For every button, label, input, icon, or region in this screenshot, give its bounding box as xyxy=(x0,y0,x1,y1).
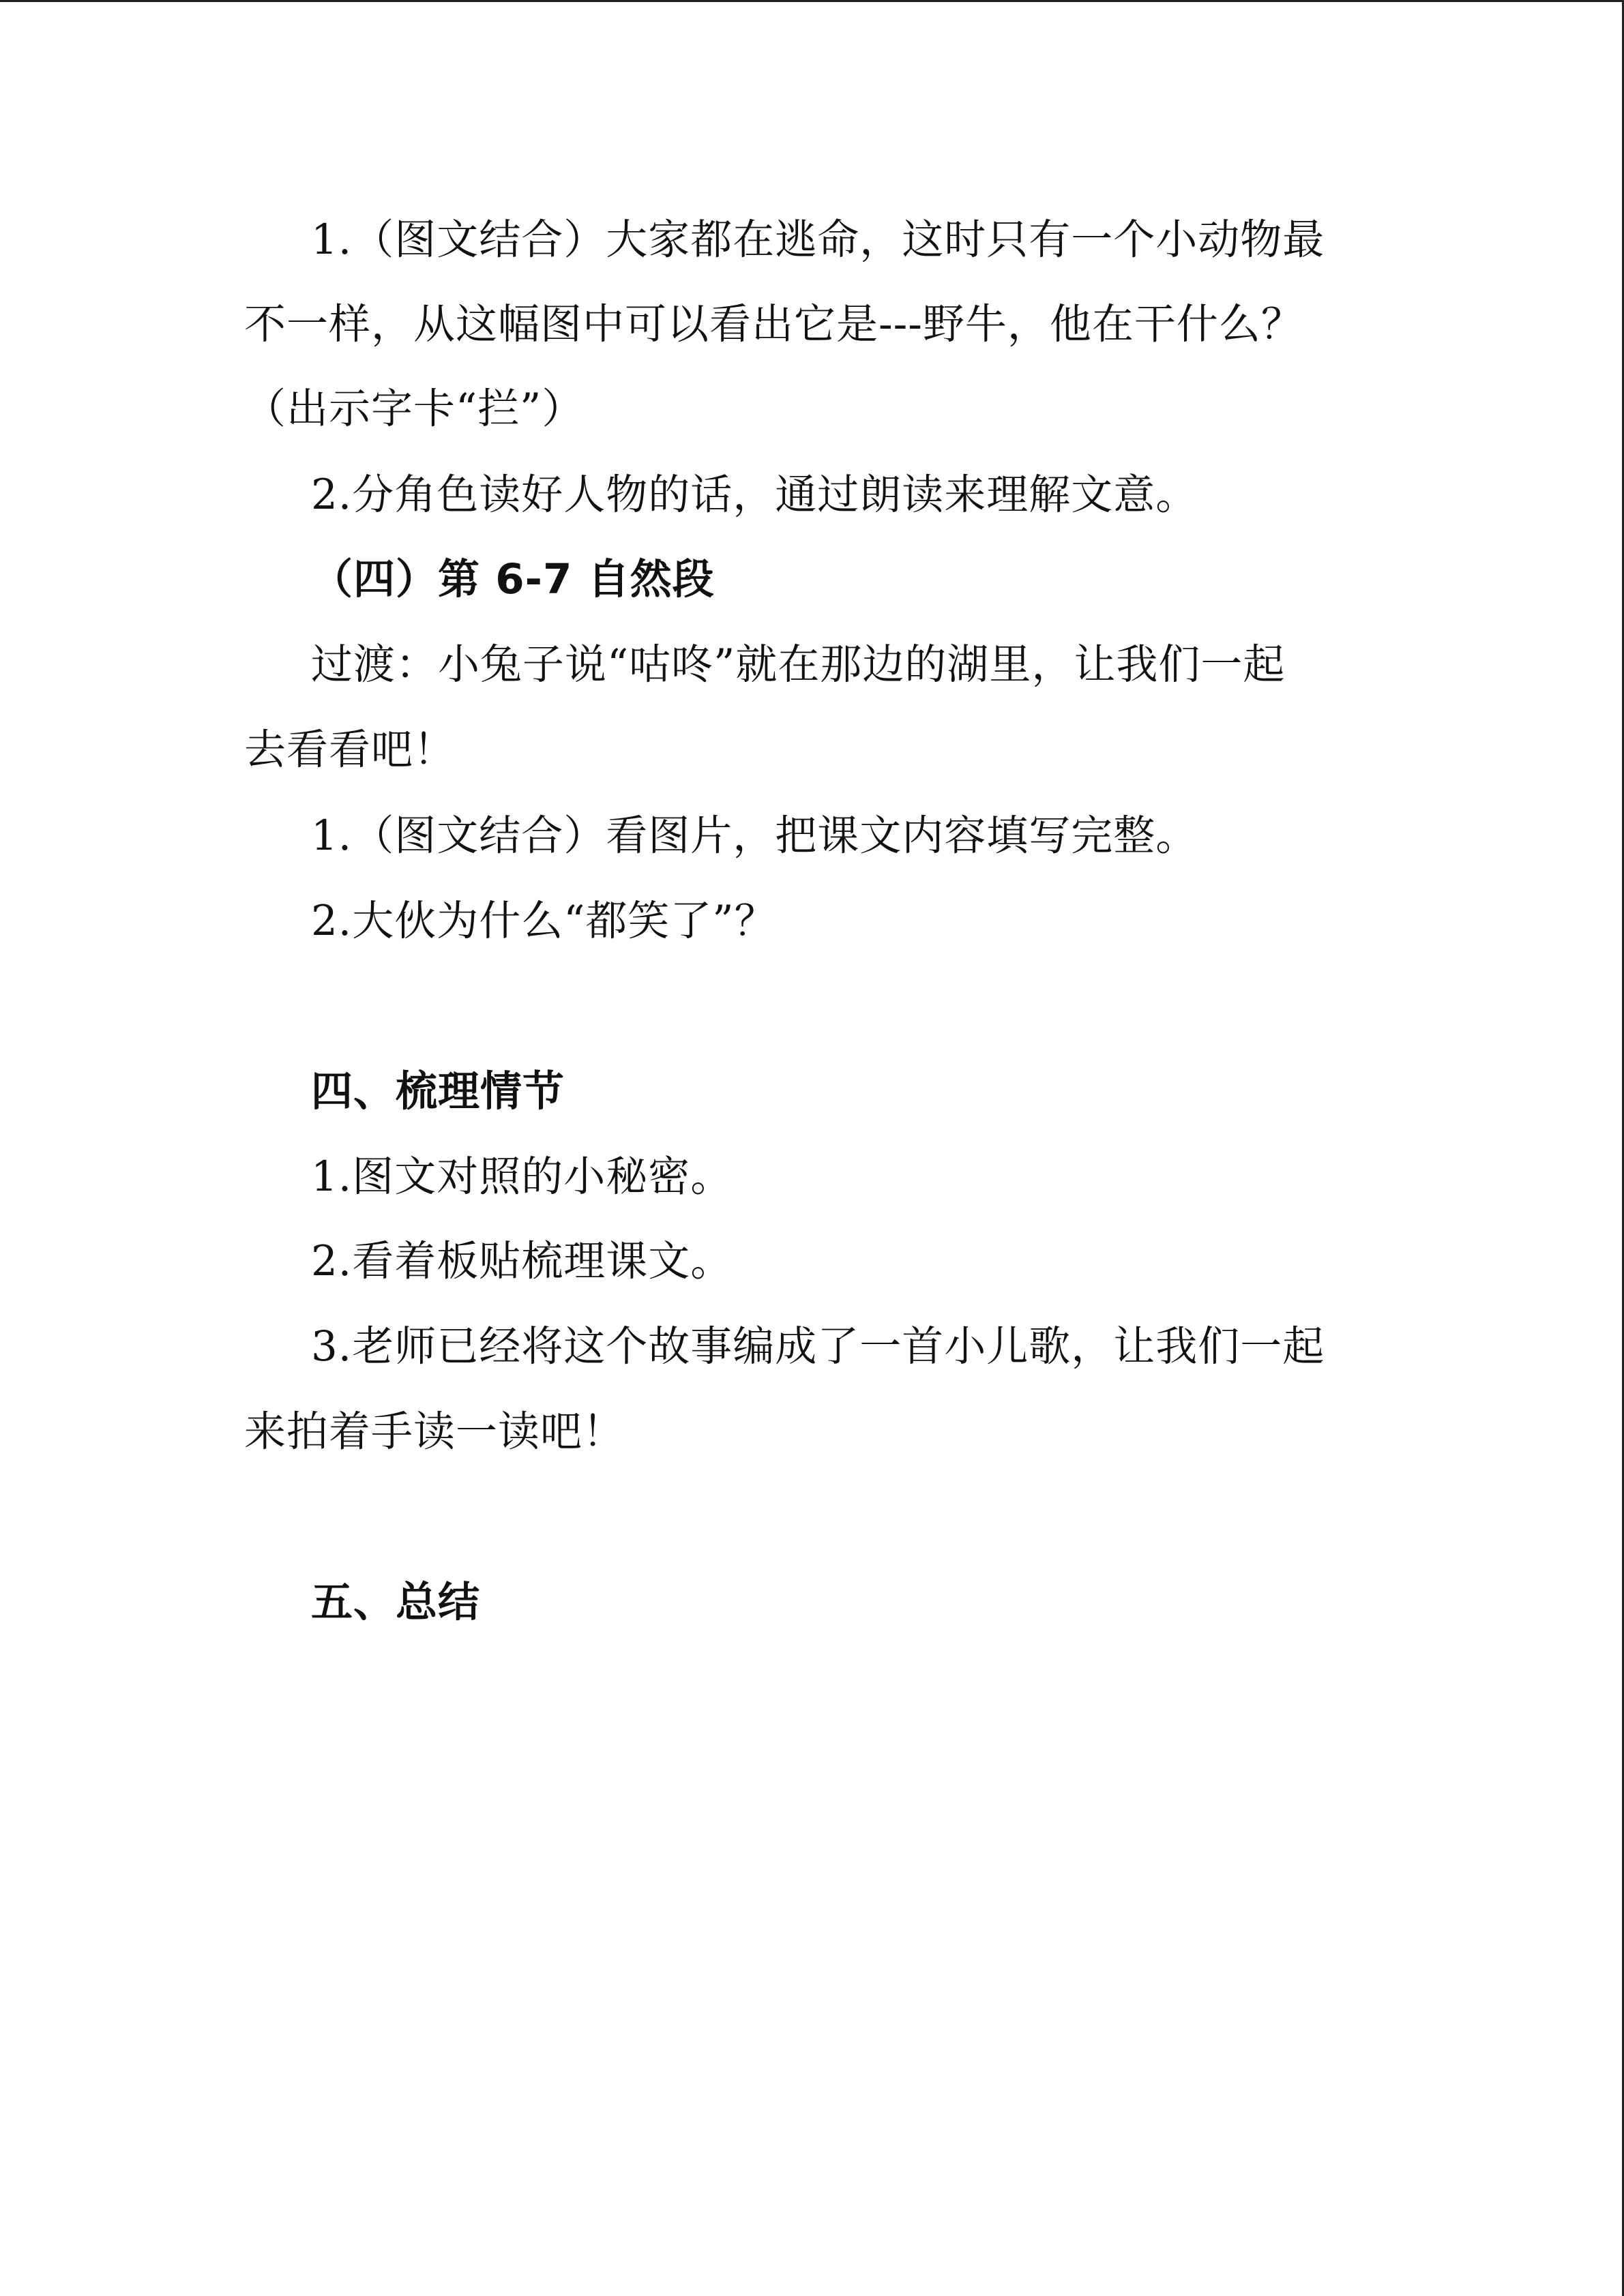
section-heading: 五、总结 xyxy=(311,1578,481,1626)
paragraph-line: 2.看着板贴梳理课文。 xyxy=(311,1237,733,1285)
paragraph-line: 2.大伙为什么“都笑了”？ xyxy=(311,897,777,945)
paragraph-line: 去看看吧！ xyxy=(244,726,456,774)
paragraph-line: （出示字卡“拦”） xyxy=(244,385,585,433)
section-heading: 四、梳理情节 xyxy=(311,1067,565,1116)
paragraph-line: 过渡：小兔子说“咕咚”就在那边的湖里，让我们一起 xyxy=(311,640,1286,689)
subsection-heading: （四）第 6-7 自然段 xyxy=(311,555,715,603)
paragraph-line: 2.分角色读好人物的话，通过朗读来理解文意。 xyxy=(311,471,1198,519)
paragraph-line: 1.（图文结合）大家都在逃命，这时只有一个小动物最 xyxy=(311,215,1325,264)
paragraph-line: 来拍着手读一读吧！ xyxy=(244,1407,625,1456)
paragraph-line: 1.图文对照的小秘密。 xyxy=(311,1152,733,1201)
paragraph-line: 3.老师已经将这个故事编成了一首小儿歌，让我们一起 xyxy=(311,1322,1325,1371)
paragraph-line: 1.（图文结合）看图片，把课文内容填写完整。 xyxy=(311,811,1198,860)
paragraph-line: 不一样，从这幅图中可以看出它是---野牛，他在干什么？ xyxy=(244,300,1303,348)
